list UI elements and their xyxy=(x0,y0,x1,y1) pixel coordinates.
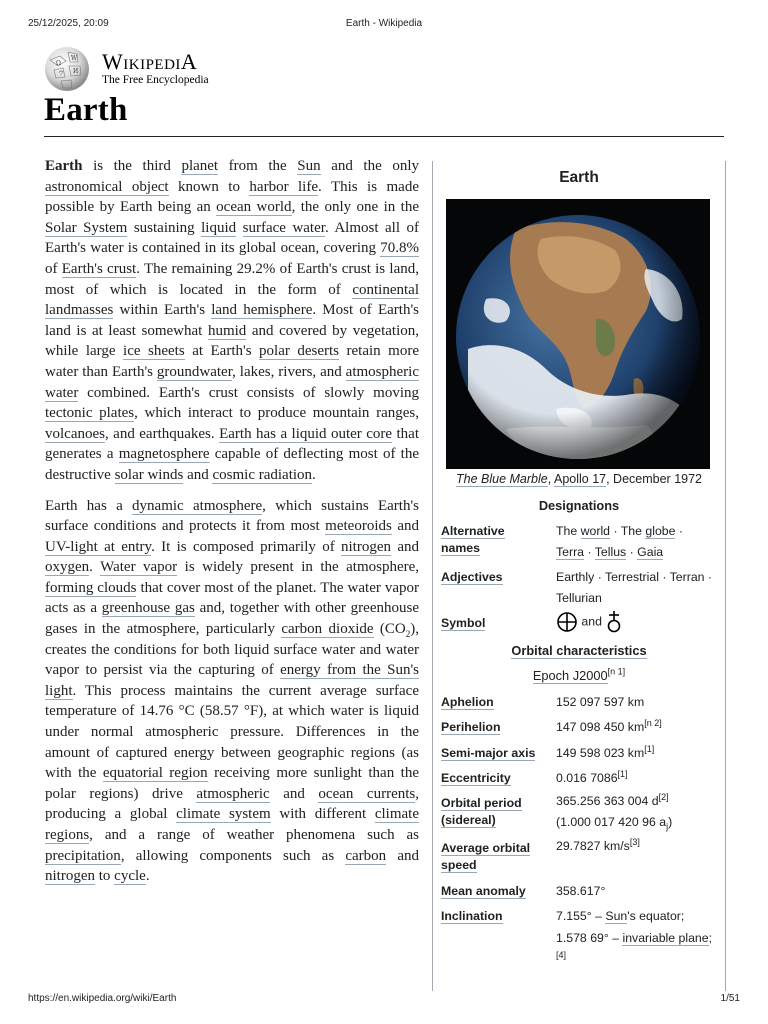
inclination-label xyxy=(441,908,545,925)
article-paragraph-1: Earth is the third planet from the Sun and the only astronomical object known to harbor life. This is made possible by Earth being an ocean world, the only one in the Solar System sustaining liquid surface water. Almost all of Earth's water is contained in its global ocean, covering 70.8% of Earth's crust. The remaining 29.2% of Earth's crust is land, most of which is located in the form of continental landmasses within Earth's land hemisphere. Most of Earth's land is at least somewhat humid and covered by vegetation, while large ice sheets at Earth's polar deserts retain more water than Earth's groundwater, lakes, rivers, and atmospheric water combined. Earth's crust consists of slowly moving tectonic plates, which interact to produce mountain ranges, volcanoes, and earthquakes. Earth has a liquid outer core that generates a magnetosphere capable of deflecting most of the destructive solar winds and cosmic radiation. xyxy=(45,158,420,483)
epoch-ref[interactable]: [n 1] xyxy=(607,666,626,677)
print-datetime: 25/12/2025, 20:09 xyxy=(28,18,109,29)
orbital-period-close: ) xyxy=(668,815,673,829)
avg-speed-value xyxy=(556,836,721,857)
alt-name-globe-link[interactable]: globe xyxy=(645,524,676,538)
mean-anomaly-label-link[interactable]: Mean anomaly xyxy=(441,884,526,898)
alt-names-value xyxy=(556,521,721,563)
article-link[interactable]: ocean world xyxy=(216,199,292,216)
article-link[interactable]: solar winds xyxy=(114,466,184,483)
article-link[interactable]: tectonic plates xyxy=(45,405,135,422)
perihelion-label-link[interactable]: Perihelion xyxy=(441,720,501,734)
article-subscript: 2 xyxy=(405,629,411,640)
article-link[interactable]: forming clouds xyxy=(45,579,137,596)
article-link[interactable]: Solar System xyxy=(45,219,128,236)
orbital-period-sub: j xyxy=(666,821,669,832)
orbital-period-days: 365.256 363 004 d xyxy=(556,794,659,808)
alt-name-tellus-link[interactable]: Tellus xyxy=(594,545,627,559)
wordmark-last: A xyxy=(180,49,198,74)
wordmark-middle: ikipedi xyxy=(123,49,181,74)
article-link[interactable]: Earth's crust xyxy=(61,260,137,277)
article-link[interactable]: volcanoes xyxy=(45,425,105,442)
eccentricity-label xyxy=(441,770,545,787)
epoch xyxy=(433,668,725,683)
article-link[interactable]: Water vapor xyxy=(100,559,178,576)
image-caption: The Blue Marble, Apollo 17, December 1972 xyxy=(456,472,702,486)
caption-image-link[interactable]: The Blue Marble xyxy=(456,472,548,486)
orbital-heading-link[interactable]: Orbital characteristics xyxy=(511,643,647,658)
svg-text:W: W xyxy=(71,55,78,62)
article-body xyxy=(45,156,419,897)
inclination-line1-rest: 's equator; xyxy=(627,909,685,923)
title-divider xyxy=(44,136,724,137)
page-title: Earth xyxy=(44,92,128,128)
article-link[interactable]: harbor life xyxy=(249,178,319,195)
semimajor-number: 149 598 023 km xyxy=(556,746,645,760)
article-link[interactable]: climate regions xyxy=(45,806,419,843)
wikipedia-globe-icon xyxy=(44,46,90,92)
article-link[interactable]: humid xyxy=(207,322,247,339)
perihelion-label xyxy=(441,719,545,736)
symbol-and: and xyxy=(581,614,602,629)
svg-text:И: И xyxy=(73,68,79,75)
inclination-line1: 7.155° – xyxy=(556,909,606,923)
earth-symbol-circled-cross-icon[interactable] xyxy=(556,611,578,633)
semimajor-label xyxy=(441,745,553,762)
article-link[interactable]: nitrogen xyxy=(45,868,95,885)
article-link[interactable]: 70.8% xyxy=(380,240,419,257)
svg-text:ウ: ウ xyxy=(58,70,65,77)
earth-image[interactable] xyxy=(446,199,710,469)
avg-speed-number: 29.7827 km/s xyxy=(556,839,630,853)
article-link[interactable]: astronomical object xyxy=(45,178,169,195)
article-bold-term: Earth xyxy=(45,158,83,174)
alt-names-label xyxy=(441,523,545,557)
alt-name-terra-link[interactable]: Terra xyxy=(556,545,585,559)
article-link[interactable]: dynamic atmosphere xyxy=(132,497,263,514)
orbital-period-ref[interactable]: [2] xyxy=(658,791,669,802)
orbital-heading xyxy=(433,643,725,658)
adjectives-label-link[interactable]: Adjectives xyxy=(441,570,503,584)
infobox xyxy=(432,161,726,991)
orbital-period-value xyxy=(556,791,721,833)
article-link[interactable]: Earth has a liquid outer core xyxy=(219,425,393,442)
infobox-title: Earth xyxy=(559,169,599,186)
print-tab-title: Earth - Wikipedia xyxy=(345,18,423,29)
orbital-period-label-link[interactable]: Orbital period (sidereal) xyxy=(441,796,522,827)
perihelion-value xyxy=(556,717,721,738)
alt-name-sep-4: · xyxy=(629,545,634,559)
perihelion-ref[interactable]: [n 2] xyxy=(644,717,662,728)
print-page-count: 1/51 xyxy=(720,993,740,1004)
article-link[interactable]: atmospheric xyxy=(196,785,270,802)
inclination-value xyxy=(556,906,721,971)
article-link[interactable]: Sun xyxy=(297,158,321,174)
avg-speed-ref[interactable]: [3] xyxy=(629,836,640,847)
semimajor-label-link[interactable]: Semi-major axis xyxy=(441,746,536,760)
alt-name-the-2: The xyxy=(620,524,642,538)
article-link[interactable]: atmospheric water xyxy=(45,363,419,401)
adjectives-value: Earthly · Terrestrial · Terran · Tellurian xyxy=(556,570,713,605)
article-link[interactable]: energy from the Sun's light xyxy=(45,662,419,699)
wikipedia-wordmark xyxy=(102,49,197,75)
article-link[interactable]: continental landmasses xyxy=(45,281,419,319)
alt-name-world-link[interactable]: world xyxy=(580,524,611,538)
symbol-value xyxy=(556,610,721,634)
alt-name-gaia-link[interactable]: Gaia xyxy=(637,545,664,559)
svg-text:Ω: Ω xyxy=(56,60,61,67)
inclination-sun-link[interactable]: Sun xyxy=(605,909,628,923)
inclination-ref[interactable]: [4] xyxy=(556,949,567,960)
aphelion-label-link[interactable]: Aphelion xyxy=(441,695,494,709)
avg-speed-label-link[interactable]: Average orbital speed xyxy=(441,841,531,872)
avg-speed-label xyxy=(441,840,545,874)
article-link[interactable]: carbon dioxide xyxy=(281,621,374,638)
eccentricity-label-link[interactable]: Eccentricity xyxy=(441,771,511,785)
article-link[interactable]: ice sheets xyxy=(123,343,185,360)
wikipedia-tagline: The Free Encyclopedia xyxy=(102,74,209,86)
designations-heading: Designations xyxy=(538,498,620,513)
eccentricity-ref[interactable]: [1] xyxy=(617,768,628,779)
orbital-period-label xyxy=(441,795,545,829)
blue-marble-picture xyxy=(446,199,710,469)
article-link[interactable]: surface water xyxy=(242,219,325,236)
eccentricity-value xyxy=(556,768,721,789)
mean-anomaly-value: 358.617° xyxy=(556,884,606,898)
aphelion-value: 152 097 597 km xyxy=(556,695,645,709)
article-link[interactable]: liquid xyxy=(201,219,237,236)
print-url: https://en.wikipedia.org/wiki/Earth xyxy=(28,993,177,1004)
inclination-line2: 1.578 69° – xyxy=(556,930,623,945)
alt-name-sep-3: · xyxy=(587,545,592,559)
alt-name-sep-2: · xyxy=(678,524,683,538)
eccentricity-number: 0.016 7086 xyxy=(556,771,618,785)
article-link[interactable]: carbon xyxy=(345,847,387,864)
article-link[interactable]: groundwater xyxy=(156,363,233,380)
alt-name-the-1: The xyxy=(556,524,578,538)
caption-date: , December 1972 xyxy=(606,472,702,486)
print-footer xyxy=(28,993,740,1007)
article-link[interactable]: magnetosphere xyxy=(118,446,210,463)
symbol-label-link[interactable]: Symbol xyxy=(441,616,486,630)
article-link[interactable]: climate system xyxy=(176,806,271,823)
print-header xyxy=(28,18,740,32)
article-link[interactable]: planet xyxy=(181,158,219,174)
aphelion-label xyxy=(441,694,545,711)
earth-symbol-globus-cruciger-icon[interactable] xyxy=(605,610,623,634)
article-link[interactable]: equatorial region xyxy=(102,765,208,782)
perihelion-number: 147 098 450 km xyxy=(556,720,645,734)
article-link[interactable]: meteoroids xyxy=(325,518,392,535)
article-link[interactable]: nitrogen xyxy=(341,538,392,555)
adjectives-label xyxy=(441,569,545,586)
article-link[interactable]: polar deserts xyxy=(259,343,340,360)
article-link[interactable]: ocean currents xyxy=(318,785,416,802)
article-link[interactable]: greenhouse gas xyxy=(101,600,195,617)
semimajor-value xyxy=(556,743,721,764)
article-link[interactable]: UV-light at entry xyxy=(45,538,152,555)
article-paragraph-2: Earth has a dynamic atmosphere, which sustains Earth's surface conditions and protects it from most meteoroids and UV-light at entry. It is composed primarily of nitrogen and oxygen. Water vapor is widely present in the atmosphere, forming clouds that cover most of the planet. The water vapor acts as a greenhouse gas and, together with other greenhouse gases in the atmosphere, particularly carbon dioxide $(CO_2)$, creates the conditions for both liquid surface water and water vapor to persist via the capturing of energy from the Sun's light. This process maintains the current average surface temperature of 14.76 °C (58.57 °F), at which water is liquid under normal atmospheric pressure. Differences in the amount of captured energy between geographic regions (as with the equatorial region receiving more sunlight than the polar regions) drive atmospheric and ocean currents, producing a global climate system with different climate regions, and a range of weather phenomena such as precipitation, allowing components such as carbon and nitrogen to cycle. xyxy=(45,497,420,885)
mean-anomaly-label xyxy=(441,883,545,900)
semimajor-ref[interactable]: [1] xyxy=(644,743,655,754)
article-link[interactable]: cosmic radiation xyxy=(212,466,313,483)
inclination-label-link[interactable]: Inclination xyxy=(441,909,503,923)
symbol-label xyxy=(441,615,545,632)
article-link[interactable]: cycle xyxy=(114,868,146,885)
inclination-line2-rest: ; xyxy=(708,930,713,945)
inclination-plane-link[interactable]: invariable plane xyxy=(622,930,709,945)
alt-names-label-link[interactable]: Alternative names xyxy=(441,524,505,555)
article-link[interactable]: land hemisphere xyxy=(211,302,313,319)
orbital-period-years: (1.000 017 420 96 a xyxy=(556,815,667,829)
wordmark-first: W xyxy=(102,49,124,74)
caption-apollo-link[interactable]: Apollo 17 xyxy=(553,472,607,486)
article-link[interactable]: oxygen xyxy=(45,559,90,576)
alt-name-sep-1: · xyxy=(613,524,618,538)
article-link[interactable]: precipitation xyxy=(45,847,121,864)
epoch-link[interactable]: Epoch J2000 xyxy=(532,668,608,683)
